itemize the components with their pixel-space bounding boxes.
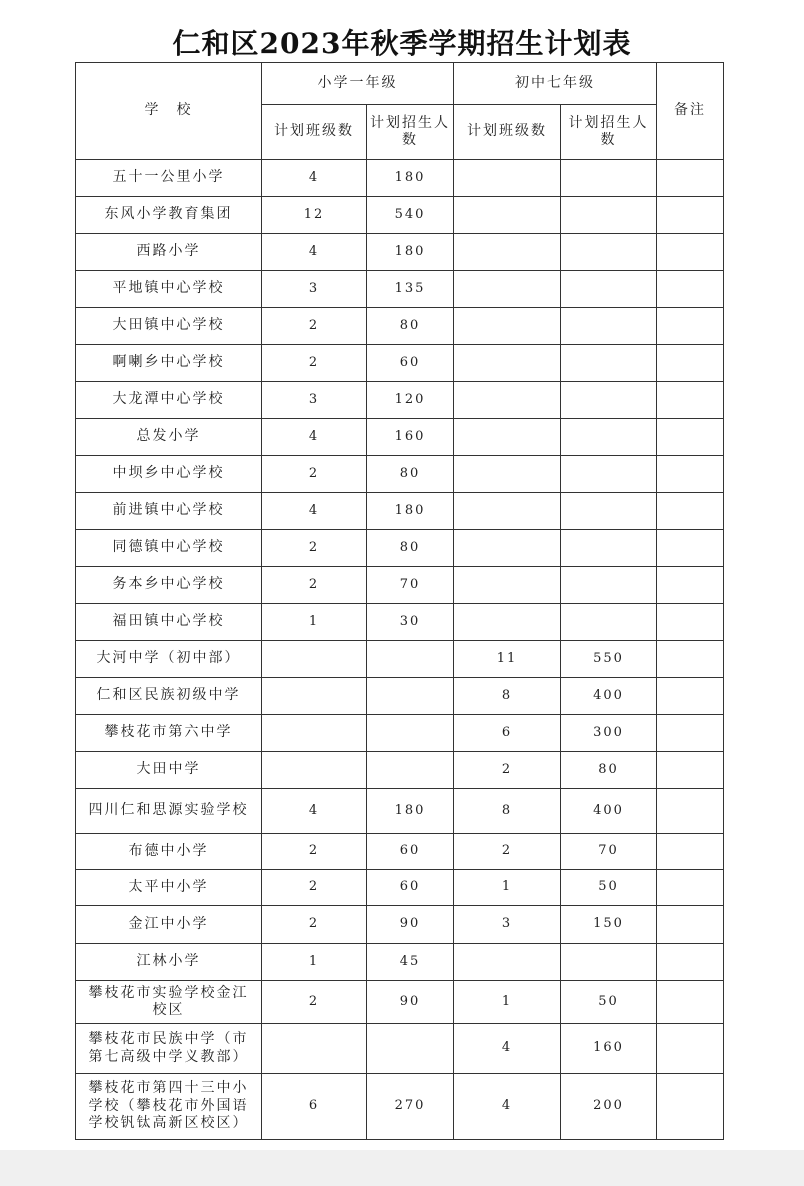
remarks-cell [657,604,724,641]
table-row [76,715,724,752]
primary-classes: 4 [262,160,367,197]
school-name: 总发小学 [76,419,262,456]
table-row [76,944,724,981]
school-name: 江林小学 [76,944,262,981]
header-middle-classes: 计划班级数 [454,105,561,160]
table-row [76,789,724,834]
primary-classes: 2 [262,456,367,493]
table-row [76,906,724,944]
middle-classes [454,493,561,530]
primary-students [367,752,454,789]
table-row [76,981,724,1024]
primary-students [367,678,454,715]
table-row [76,197,724,234]
primary-students: 540 [367,197,454,234]
table-row [76,382,724,419]
primary-students: 90 [367,981,454,1024]
middle-classes [454,604,561,641]
table-row [76,345,724,382]
table-row [76,1024,724,1074]
middle-students [561,234,657,271]
primary-students: 80 [367,456,454,493]
table-row [76,308,724,345]
middle-classes: 3 [454,906,561,944]
table-row [76,456,724,493]
primary-students: 45 [367,944,454,981]
school-name: 攀枝花市实验学校金江校区 [76,981,262,1024]
middle-classes [454,160,561,197]
primary-classes: 2 [262,567,367,604]
header-remarks: 备注 [657,63,724,160]
middle-students: 50 [561,981,657,1024]
middle-classes: 1 [454,981,561,1024]
primary-classes: 12 [262,197,367,234]
middle-classes: 11 [454,641,561,678]
remarks-cell [657,160,724,197]
primary-students: 70 [367,567,454,604]
table-row [76,870,724,906]
middle-classes: 4 [454,1074,561,1140]
middle-students: 150 [561,906,657,944]
remarks-cell [657,308,724,345]
middle-classes [454,419,561,456]
remarks-cell [657,906,724,944]
middle-classes [454,456,561,493]
primary-students: 80 [367,308,454,345]
school-name: 平地镇中心学校 [76,271,262,308]
middle-students [561,530,657,567]
header-primary-classes: 计划班级数 [262,105,367,160]
table-row [76,641,724,678]
remarks-cell [657,834,724,870]
school-name: 攀枝花市民族中学（市第七高级中学义教部） [76,1024,262,1074]
school-name: 布德中小学 [76,834,262,870]
middle-classes [454,944,561,981]
middle-students [561,944,657,981]
school-name: 福田镇中心学校 [76,604,262,641]
remarks-cell [657,1074,724,1140]
primary-classes: 4 [262,234,367,271]
remarks-cell [657,345,724,382]
primary-classes [262,1024,367,1074]
middle-classes: 8 [454,789,561,834]
primary-classes [262,715,367,752]
school-name: 大田中学 [76,752,262,789]
school-name: 太平中小学 [76,870,262,906]
middle-students [561,456,657,493]
primary-classes: 2 [262,530,367,567]
primary-classes: 4 [262,789,367,834]
middle-classes [454,271,561,308]
middle-classes: 1 [454,870,561,906]
remarks-cell [657,530,724,567]
middle-classes: 6 [454,715,561,752]
middle-classes: 4 [454,1024,561,1074]
remarks-cell [657,456,724,493]
table-row [76,493,724,530]
remarks-cell [657,234,724,271]
middle-students: 70 [561,834,657,870]
primary-classes [262,641,367,678]
middle-classes: 8 [454,678,561,715]
middle-students: 200 [561,1074,657,1140]
header-school: 学 校 [76,63,262,160]
remarks-cell [657,678,724,715]
school-name: 前进镇中心学校 [76,493,262,530]
middle-students [561,160,657,197]
table-row [76,604,724,641]
remarks-cell [657,981,724,1024]
school-name: 攀枝花市第四十三中小学校（攀枝花市外国语学校钒钛高新区校区） [76,1074,262,1140]
remarks-cell [657,271,724,308]
table-row [76,530,724,567]
middle-classes: 2 [454,834,561,870]
middle-students [561,604,657,641]
middle-students: 80 [561,752,657,789]
primary-students: 180 [367,789,454,834]
middle-classes [454,234,561,271]
table-body [76,160,724,1140]
remarks-cell [657,715,724,752]
primary-students: 180 [367,234,454,271]
header-middle-grade7: 初中七年级 [454,63,657,105]
table-row [76,419,724,456]
school-name: 金江中小学 [76,906,262,944]
primary-classes: 1 [262,944,367,981]
primary-students: 80 [367,530,454,567]
primary-students: 180 [367,160,454,197]
primary-classes: 2 [262,906,367,944]
primary-classes: 1 [262,604,367,641]
remarks-cell [657,419,724,456]
primary-classes: 2 [262,308,367,345]
remarks-cell [657,567,724,604]
middle-classes [454,345,561,382]
primary-classes: 6 [262,1074,367,1140]
primary-classes [262,678,367,715]
remarks-cell [657,641,724,678]
remarks-cell [657,493,724,530]
middle-students [561,382,657,419]
middle-students: 300 [561,715,657,752]
table-row [76,271,724,308]
school-name: 同德镇中心学校 [76,530,262,567]
primary-students: 60 [367,870,454,906]
table-row [76,160,724,197]
table-row [76,1074,724,1140]
primary-classes: 4 [262,493,367,530]
primary-students [367,1024,454,1074]
primary-students: 160 [367,419,454,456]
primary-students [367,715,454,752]
middle-students [561,308,657,345]
school-name: 大田镇中心学校 [76,308,262,345]
primary-students: 135 [367,271,454,308]
header-primary-enrollment: 计划招生人数 [367,105,454,160]
school-name: 务本乡中心学校 [76,567,262,604]
middle-students: 400 [561,789,657,834]
middle-students [561,271,657,308]
primary-students: 270 [367,1074,454,1140]
remarks-cell [657,197,724,234]
header-middle-enrollment: 计划招生人数 [561,105,657,160]
middle-classes [454,382,561,419]
remarks-cell [657,870,724,906]
middle-students [561,567,657,604]
school-name: 中坝乡中心学校 [76,456,262,493]
primary-students: 180 [367,493,454,530]
school-name: 仁和区民族初级中学 [76,678,262,715]
table-row [76,234,724,271]
remarks-cell [657,944,724,981]
primary-classes: 2 [262,834,367,870]
primary-classes: 2 [262,345,367,382]
table-row [76,678,724,715]
remarks-cell [657,382,724,419]
primary-classes: 3 [262,271,367,308]
school-name: 大龙潭中心学校 [76,382,262,419]
table-row [76,752,724,789]
header-primary-grade1: 小学一年级 [262,63,454,105]
primary-students: 60 [367,834,454,870]
middle-students: 50 [561,870,657,906]
table-row [76,834,724,870]
school-name: 四川仁和思源实验学校 [76,789,262,834]
enrollment-plan-table [75,62,724,1140]
middle-students [561,419,657,456]
table-row [76,567,724,604]
primary-students: 90 [367,906,454,944]
school-name: 攀枝花市第六中学 [76,715,262,752]
middle-students [561,345,657,382]
school-name: 五十一公里小学 [76,160,262,197]
remarks-cell [657,789,724,834]
middle-students: 400 [561,678,657,715]
primary-classes: 2 [262,981,367,1024]
school-name: 东风小学教育集团 [76,197,262,234]
school-name: 啊喇乡中心学校 [76,345,262,382]
primary-classes: 3 [262,382,367,419]
primary-students: 30 [367,604,454,641]
primary-students: 60 [367,345,454,382]
middle-classes [454,308,561,345]
school-name: 西路小学 [76,234,262,271]
middle-classes: 2 [454,752,561,789]
middle-students: 550 [561,641,657,678]
primary-classes [262,752,367,789]
primary-classes: 2 [262,870,367,906]
primary-students [367,641,454,678]
middle-students [561,197,657,234]
remarks-cell [657,1024,724,1074]
middle-classes [454,567,561,604]
primary-classes: 4 [262,419,367,456]
middle-students [561,493,657,530]
primary-students: 120 [367,382,454,419]
page-title: 仁和区2023年秋季学期招生计划表 [172,27,632,60]
middle-students: 160 [561,1024,657,1074]
school-name: 大河中学（初中部） [76,641,262,678]
middle-classes [454,530,561,567]
bottom-margin [0,1150,804,1186]
remarks-cell [657,752,724,789]
middle-classes [454,197,561,234]
